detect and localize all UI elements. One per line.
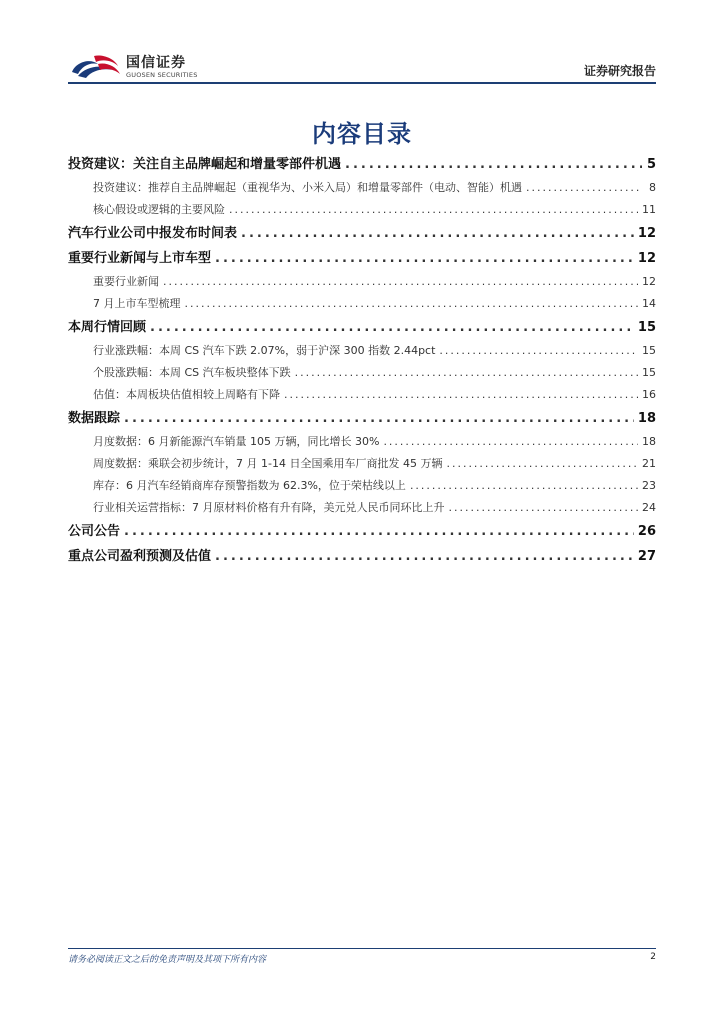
page-header bbox=[68, 50, 656, 84]
toc-entry-subsection[interactable] bbox=[68, 384, 656, 406]
toc-leader-dots bbox=[241, 221, 634, 246]
toc-entry-page: 11 bbox=[642, 203, 656, 216]
toc-entry-subsection[interactable] bbox=[68, 362, 656, 384]
header-divider bbox=[68, 82, 656, 84]
toc-entry-page: 18 bbox=[642, 435, 656, 448]
toc-entry-page: 15 bbox=[642, 344, 656, 357]
toc-entry-page: 27 bbox=[637, 549, 656, 564]
toc-entry-title: 月度数据：6 月新能源汽车销量 105 万辆，同比增长 30% bbox=[93, 435, 380, 448]
toc-entry-title: 重点公司盈利预测及估值 bbox=[68, 549, 212, 564]
toc-entry-page: 23 bbox=[642, 479, 656, 492]
toc-leader-dots bbox=[410, 475, 638, 497]
toc-leader-dots bbox=[229, 199, 638, 221]
footer-divider bbox=[68, 948, 656, 949]
toc-leader-dots bbox=[124, 519, 634, 544]
page-number: 2 bbox=[650, 952, 656, 962]
toc-entry-title: 投资建议：关注自主品牌崛起和增量零部件机遇 bbox=[68, 157, 342, 172]
toc-entry-section[interactable] bbox=[68, 406, 656, 431]
logo-cn-text: 国信证券 bbox=[126, 55, 186, 71]
toc-leader-dots bbox=[215, 544, 634, 569]
toc-entry-section[interactable] bbox=[68, 519, 656, 544]
toc-leader-dots bbox=[163, 271, 638, 293]
logo-en-text: GUOSEN SECURITIES bbox=[126, 71, 198, 79]
toc-entry-subsection[interactable] bbox=[68, 431, 656, 453]
toc-leader-dots bbox=[150, 315, 634, 340]
toc-entry-subsection[interactable] bbox=[68, 293, 656, 315]
toc-entry-subsection[interactable] bbox=[68, 453, 656, 475]
toc-entry-title: 汽车行业公司中报发布时间表 bbox=[68, 226, 238, 241]
toc-entry-subsection[interactable] bbox=[68, 340, 656, 362]
toc-entry-section[interactable] bbox=[68, 246, 656, 271]
toc-entry-subsection[interactable] bbox=[68, 177, 656, 199]
toc-entry-title: 行业相关运营指标：7 月原材料价格有升有降，美元兑人民币同环比上升 bbox=[93, 501, 445, 514]
toc-entry-title: 重要行业新闻与上市车型 bbox=[68, 251, 212, 266]
toc-entry-subsection[interactable] bbox=[68, 475, 656, 497]
toc-title: 内容目录 bbox=[312, 120, 412, 148]
toc-entry-page: 5 bbox=[646, 157, 656, 172]
toc-entry-section[interactable] bbox=[68, 544, 656, 569]
toc-entry-title: 公司公告 bbox=[68, 524, 121, 539]
toc-leader-dots bbox=[124, 406, 634, 431]
toc-entry-title: 行业涨跌幅：本周 CS 汽车下跌 2.07%，弱于沪深 300 指数 2.44pct bbox=[93, 344, 436, 357]
toc-entry-title: 周度数据：乘联会初步统计，7 月 1-14 日全国乘用车厂商批发 45 万辆 bbox=[93, 457, 443, 470]
toc-entry-page: 12 bbox=[637, 226, 656, 241]
toc-entry-page: 18 bbox=[637, 411, 656, 426]
toc-leader-dots bbox=[446, 453, 638, 475]
toc-leader-dots bbox=[215, 246, 634, 271]
toc-leader-dots bbox=[295, 362, 638, 384]
toc-entry-section[interactable] bbox=[68, 315, 656, 340]
toc-entry-title: 7 月上市车型梳理 bbox=[93, 297, 181, 310]
table-of-contents bbox=[68, 152, 656, 569]
toc-entry-page: 21 bbox=[642, 457, 656, 470]
toc-entry-title: 库存：6 月汽车经销商库存预警指数为 62.3%，位于荣枯线以上 bbox=[93, 479, 406, 492]
footer-disclaimer: 请务必阅读正文之后的免责声明及其项下所有内容 bbox=[68, 955, 267, 965]
toc-entry-title: 本周行情回顾 bbox=[68, 320, 147, 335]
toc-leader-dots bbox=[284, 384, 638, 406]
toc-entry-page: 14 bbox=[642, 297, 656, 310]
guosen-logo-mark-icon bbox=[68, 52, 122, 82]
toc-entry-title: 核心假设或逻辑的主要风险 bbox=[93, 203, 225, 216]
toc-leader-dots bbox=[526, 177, 642, 199]
toc-entry-title: 数据跟踪 bbox=[68, 411, 121, 426]
report-type-label: 证券研究报告 bbox=[583, 64, 656, 78]
toc-leader-dots bbox=[383, 431, 638, 453]
toc-entry-page: 8 bbox=[649, 181, 656, 194]
toc-entry-section[interactable] bbox=[68, 221, 656, 246]
toc-entry-subsection[interactable] bbox=[68, 199, 656, 221]
toc-leader-dots bbox=[185, 293, 639, 315]
toc-entry-title: 个股涨跌幅：本周 CS 汽车板块整体下跌 bbox=[93, 366, 291, 379]
toc-leader-dots bbox=[439, 340, 638, 362]
toc-entry-subsection[interactable] bbox=[68, 497, 656, 519]
toc-entry-title: 投资建议：推荐自主品牌崛起（重视华为、小米入局）和增量零部件（电动、智能）机遇 bbox=[93, 181, 522, 194]
toc-entry-page: 12 bbox=[642, 275, 656, 288]
toc-entry-page: 26 bbox=[637, 524, 656, 539]
toc-entry-page: 15 bbox=[642, 366, 656, 379]
toc-entry-section[interactable] bbox=[68, 152, 656, 177]
toc-entry-title: 重要行业新闻 bbox=[93, 275, 159, 288]
toc-entry-page: 16 bbox=[642, 388, 656, 401]
toc-entry-page: 24 bbox=[642, 501, 656, 514]
toc-entry-page: 15 bbox=[637, 320, 656, 335]
toc-leader-dots bbox=[345, 152, 642, 177]
toc-leader-dots bbox=[449, 497, 639, 519]
toc-entry-page: 12 bbox=[637, 251, 656, 266]
toc-entry-title: 估值：本周板块估值相较上周略有下降 bbox=[93, 388, 280, 401]
toc-entry-subsection[interactable] bbox=[68, 271, 656, 293]
guosen-logo bbox=[68, 50, 208, 84]
